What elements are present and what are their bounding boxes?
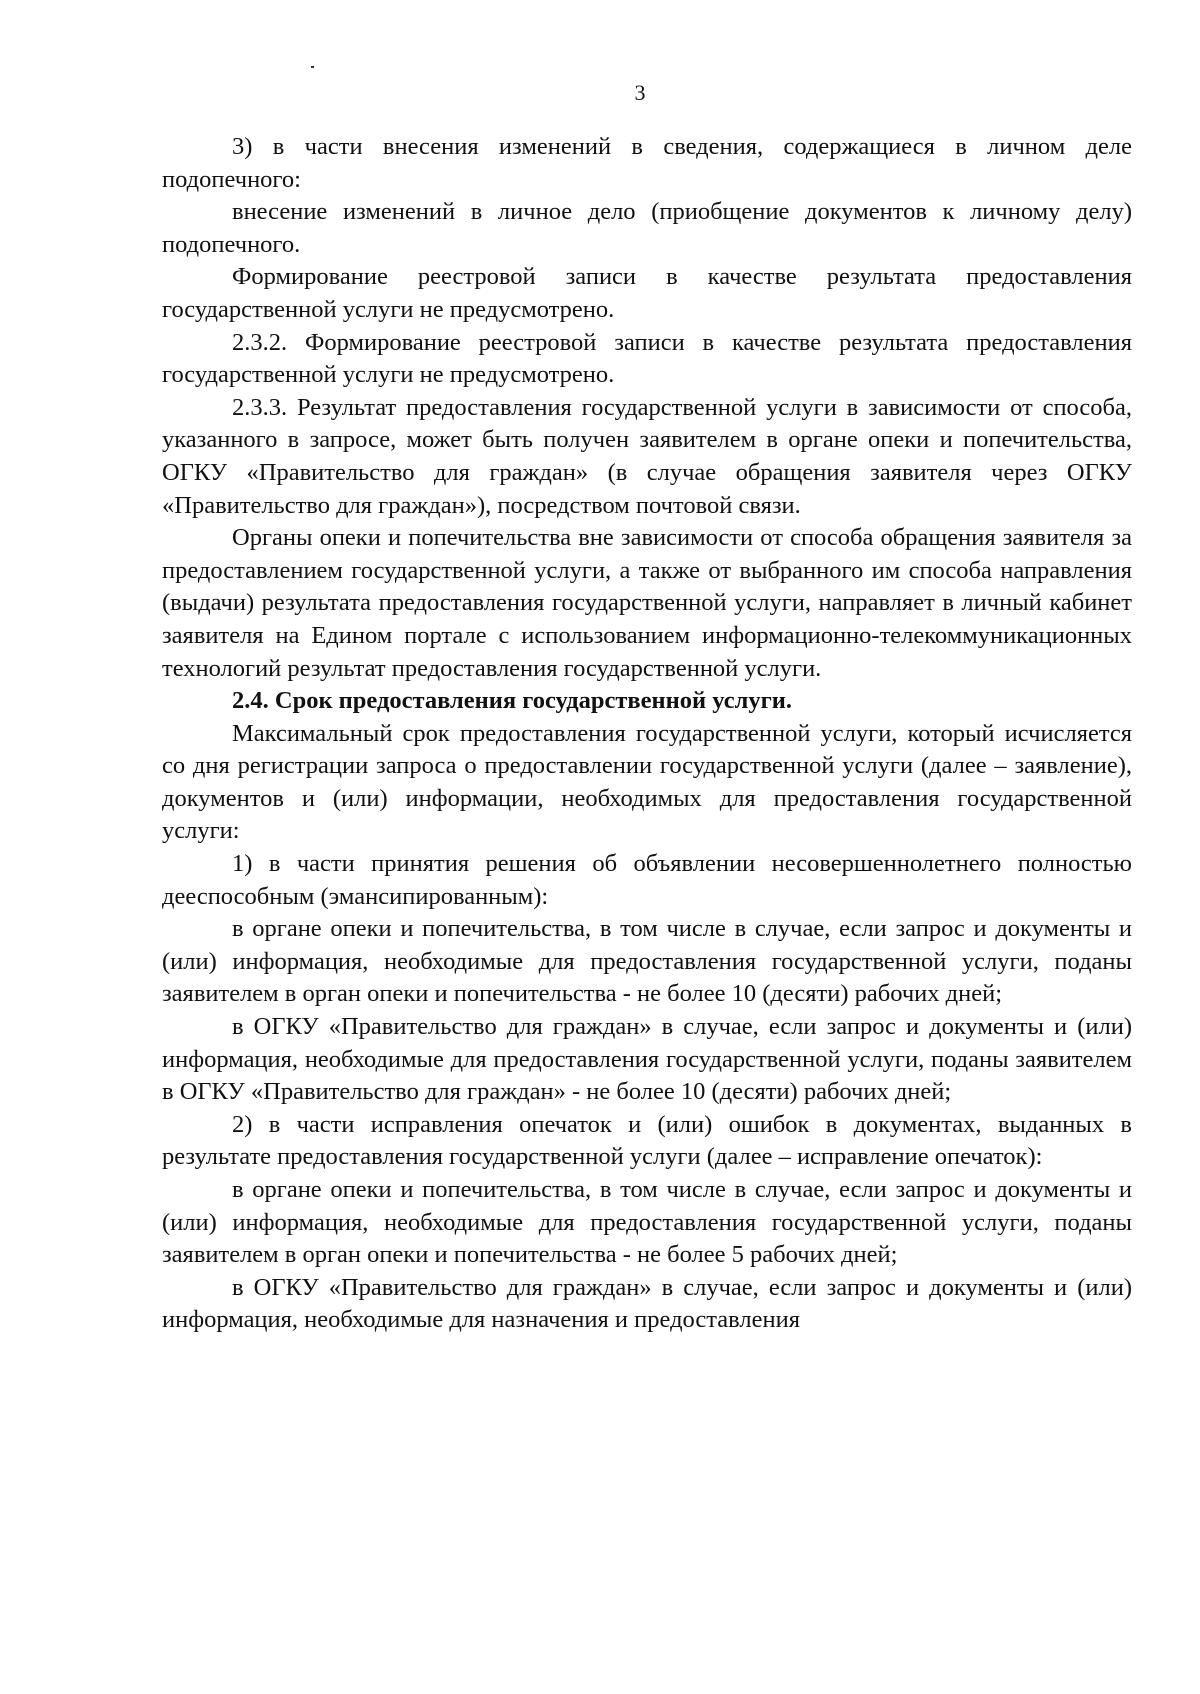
paragraph-guardianship-bodies: Органы опеки и попечительства вне зависимости от способа обращения заявителя за предоставлением государственной услуги, а также от выбранного им способа направления (выдачи) результата предоставления государственной услуги, направляет в личный кабинет заявителя на Едином портале с использованием информационно-телекоммуникационных технологий результат предоставления государственной услуги. [162,524,1132,682]
paragraph-2-3-2: 2.3.2. Формирование реестровой записи в качестве результата предоставления государственной услуги не предусмотрено. [162,328,1132,389]
paragraph-guardianship-body-term-5: в органе опеки и попечительства, в том числе в случае, если запрос и документы и (или) информация, необходимые для предоставления государственной услуги, поданы заявителем в орган опеки и попечительства - не более 5 рабочих дней; [162,1176,1132,1269]
document-body [162,131,1132,1337]
paragraph-changes-detail: внесение изменений в личное дело (приобщение документов к личному делу) подопечного. [162,198,1132,258]
section-heading-2-4: 2.4. Срок предоставления государственной услуги. [232,687,792,715]
paragraph-max-term: Максимальный срок предоставления государственной услуги, который исчисляется со дня регистрации запроса о предоставлении государственной услуги (далее – заявление), документов и (или) информации, необходимых для предоставления государственной услуги: [162,719,1132,845]
paragraph-ogku-term-10: в ОГКУ «Правительство для граждан» в случае, если запрос и документы и (или) информация, необходимые для предоставления государственной услуги, поданы заявителем в ОГКУ «Правительство для граждан» - не более 10 (десяти) рабочих дней; [162,1013,1132,1106]
paragraph-item-3-changes: 3) в части внесения изменений в сведения, содержащиеся в личном деле подопечного: [162,133,1132,193]
paragraph-2-3-3: 2.3.3. Результат предоставления государственной услуги в зависимости от способа, указанного в запросе, может быть получен заявителем в органе опеки и попечительства, ОГКУ «Правительство для граждан» (в случае обращения заявителя через ОГКУ «Правительство для граждан»), посредством почтовой связи. [162,393,1132,519]
paragraph-guardianship-body-term-10: в органе опеки и попечительства, в том числе в случае, если запрос и документы и (или) информация, необходимые для предоставления государственной услуги, поданы заявителем в орган опеки и попечительства - не более 10 (десяти) рабочих дней; [162,915,1132,1008]
paragraph-registry-note: Формирование реестровой записи в качестве результата предоставления государственной услуги не предусмотрено. [162,263,1132,323]
page-number: 3 [634,80,646,105]
paragraph-ogku-term-continued: в ОГКУ «Правительство для граждан» в случае, если запрос и документы и (или) информация, необходимые для назначения и предоставления [162,1273,1132,1334]
paragraph-item-1-emancipation: 1) в части принятия решения об объявлении несовершеннолетнего полностью дееспособным (эмансипированным): [162,850,1132,910]
scan-speck [311,66,314,68]
paragraph-item-2-corrections: 2) в части исправления опечаток и (или) ошибок в документах, выданных в результате предоставления государственной услуги (далее – исправление опечаток): [162,1110,1132,1171]
